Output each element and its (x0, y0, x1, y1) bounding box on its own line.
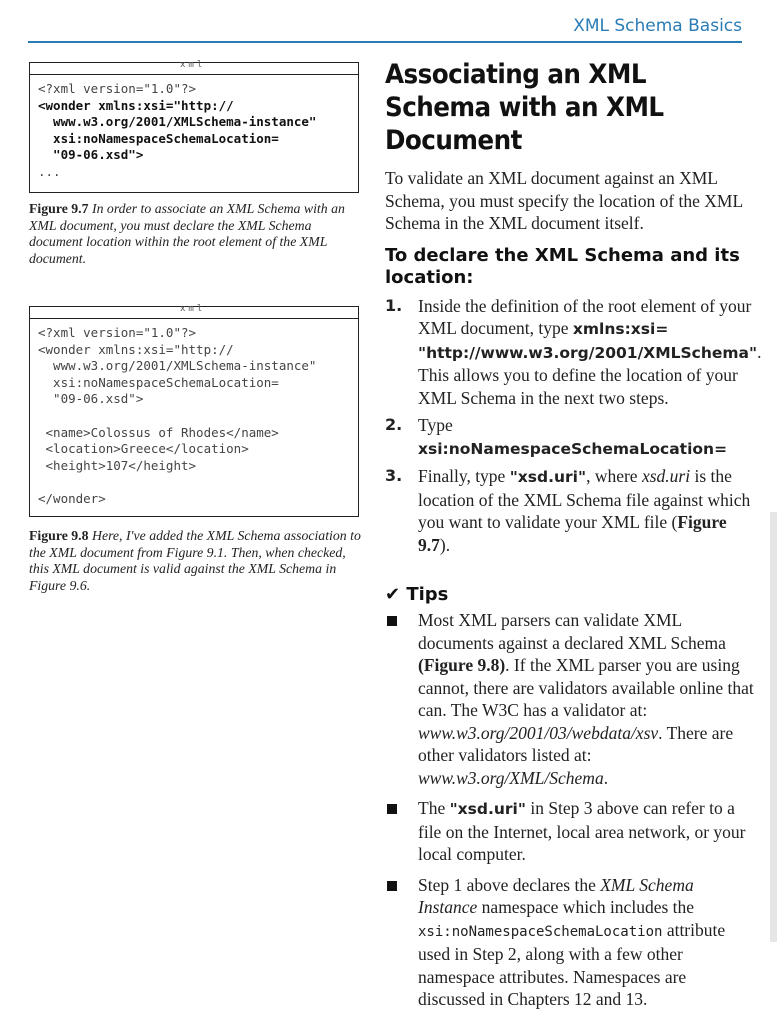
code-listing (30, 75, 358, 181)
step-number: 2. (385, 415, 403, 434)
code-tab-label: xml (180, 304, 206, 314)
bullet-square-icon (387, 804, 397, 814)
step-text: , where (586, 466, 642, 486)
tips-list (385, 609, 755, 1011)
code-line: "09-06.xsd"> (38, 391, 144, 407)
bullet-square-icon (387, 616, 397, 626)
tip-text: Step 1 above declares the (418, 874, 601, 895)
figure-reference: (Figure 9.8) (418, 655, 506, 675)
caption-label: Figure 9.7 (29, 201, 89, 216)
chapter-title: XML Schema Basics (573, 16, 742, 36)
caption-label: Figure 9.8 (29, 528, 89, 543)
tip-emphasis: XML Schema Instance (418, 874, 694, 917)
code-tab (30, 60, 358, 75)
tip-code: "xsd.uri" (449, 800, 526, 818)
step-number: 3. (385, 466, 403, 485)
figure-reference: Figure 9.7 (418, 512, 727, 555)
caption-text: Here, I've added the XML Schema association to the XML document from Figure 9.1. Then, when checked, this XML document is valid against the XML Schema in Figure 9.6. (29, 528, 361, 593)
step-code: xmlns:xsi= "http://www.w3.org/2001/XMLSchema" (418, 320, 758, 362)
tip-1 (385, 609, 755, 789)
steps-list (385, 295, 762, 557)
step-text: Finally, type (418, 466, 510, 486)
code-line: </wonder> (38, 490, 106, 506)
step-number: 1. (385, 295, 403, 315)
tip-text: . If the XML parser you are using cannot, there are validators available online that can. The W3C has a validator at: (418, 655, 754, 720)
tip-text: in Step 3 above can refer to a file on the Internet, local area network, or your local computer. (418, 798, 746, 864)
figure-9-8-caption (29, 528, 361, 594)
code-tab-label: xml (180, 60, 206, 70)
step-text: is the location of the XML Schema file against which you want to validate your XML file ( (418, 466, 751, 532)
code-line: ... (38, 163, 61, 179)
scrollbar[interactable] (770, 512, 777, 942)
tip-text: attribute used in Step 2, along with a few other namespace attributes. Namespaces are discussed in Chapters 12 and 13. (418, 919, 726, 1009)
figure-9-8-code-box (29, 306, 359, 517)
tip-text: namespace which includes the (477, 897, 695, 917)
code-line: www.w3.org/2001/XMLSchema-instance" (38, 114, 317, 130)
code-line: "09-06.xsd"> (38, 147, 144, 163)
code-line: <wonder xmlns:xsi="http:// (38, 341, 234, 357)
code-line: <name>Colossus of Rhodes</name> (38, 424, 279, 440)
caption-text: In order to associate an XML Schema with an XML document, you must declare the XML Schema document location within the root element of the XML document. (29, 201, 345, 266)
code-line: <?xml version="1.0"?> (38, 325, 197, 340)
tips-heading: ✔ Tips (385, 584, 449, 605)
code-tab (30, 304, 358, 319)
step-code: xsi:noNamespaceSchemaLocation= (418, 439, 728, 458)
step-text: . This allows you to define the location of your XML Schema in the next two steps. (418, 341, 762, 408)
figure-9-7-code-box (29, 62, 359, 193)
step-3 (385, 465, 755, 556)
step-text: ). (439, 534, 451, 555)
step-emphasis: xsd.uri (641, 466, 691, 486)
code-line: <height>107</height> (38, 457, 197, 473)
code-line: <location>Greece</location> (38, 441, 249, 457)
tip-text: Most XML parsers can validate XML documents against a declared XML Schema (418, 610, 726, 653)
tip-text: . There are other validators listed at: (418, 722, 734, 765)
main-column (385, 58, 762, 1019)
url-text: www.w3.org/XML/Schema (418, 767, 604, 788)
tip-code: xsi:noNamespaceSchemaLocation (418, 923, 663, 940)
bullet-square-icon (387, 881, 397, 891)
step-1 (385, 295, 762, 410)
code-line: xsi:noNamespaceSchemaLocation= (38, 374, 279, 390)
step-text: Inside the definition of the root element of your XML document, type (418, 295, 752, 338)
url-text: www.w3.org/2001/03/webdata/xsv (418, 722, 659, 743)
page-header (28, 14, 742, 43)
tip-3 (385, 874, 755, 1011)
tip-2 (385, 797, 755, 866)
step-2 (385, 414, 755, 460)
step-code: "xsd.uri" (509, 468, 587, 486)
code-line: xsi:noNamespaceSchemaLocation= (38, 130, 279, 146)
section-heading: Associating an XML Schema with an XML Document (385, 59, 664, 156)
procedure-heading: To declare the XML Schema and its location: (385, 244, 740, 288)
intro-paragraph: To validate an XML document against an XML Schema, you must specify the location of the XML Schema in the XML document itself. (385, 168, 743, 233)
tip-text: The (418, 798, 450, 818)
code-line: <?xml version="1.0"?> (38, 81, 197, 96)
figure-9-7-caption (29, 201, 361, 267)
code-listing (30, 319, 358, 508)
code-line: <wonder xmlns:xsi="http:// (38, 97, 234, 113)
step-text: Type (418, 415, 453, 435)
tip-text: . (603, 767, 609, 788)
code-line: www.w3.org/2001/XMLSchema-instance" (38, 358, 317, 374)
